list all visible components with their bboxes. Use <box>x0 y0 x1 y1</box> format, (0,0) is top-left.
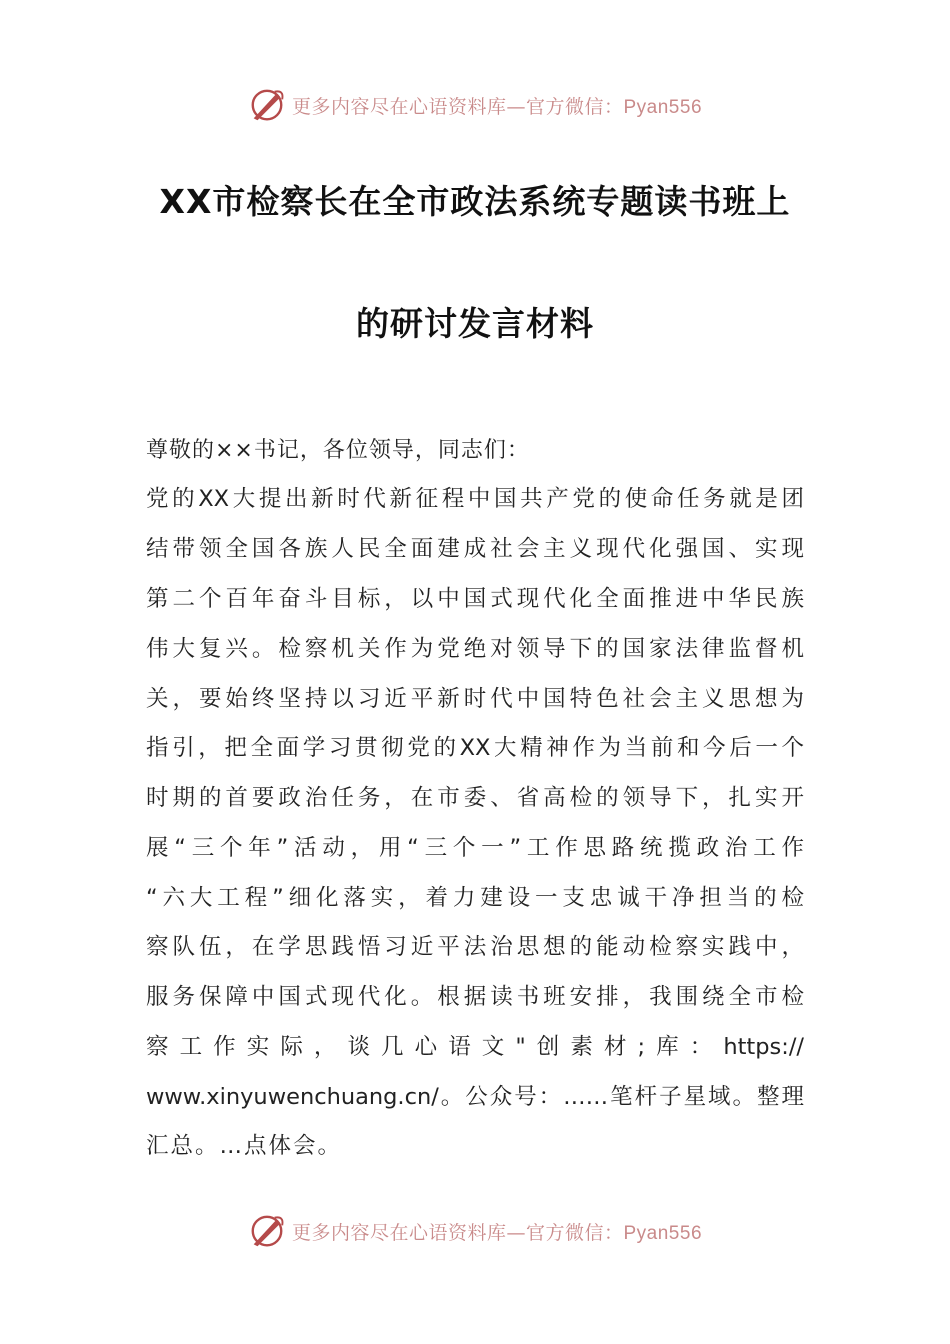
body-line: 察工作实际，谈几心语文"创素材;库：https:// <box>146 1034 804 1060</box>
salutation: 尊敬的××书记，各位领导，同志们： <box>146 438 530 463</box>
body-line: www.xinyuwenchuang.cn/。公众号：……笔杆子星域。整理 <box>146 1084 804 1110</box>
body-line: 指引，把全面学习贯彻党的XX大精神作为当前和今后一个 <box>146 735 804 761</box>
body-line: 汇总。…点体会。 <box>146 1133 343 1159</box>
body-line: 关，要始终坚持以习近平新时代中国特色社会主义思想为 <box>146 686 804 712</box>
body-line: 展“三个年”活动，用“三个一”工作思路统揽政治工作 <box>146 835 804 861</box>
body-line: 结带领全国各族人民全面建成社会主义现代化强国、实现 <box>146 536 804 562</box>
quill-logo-icon <box>248 86 286 124</box>
header-watermark <box>0 80 950 130</box>
watermark-wechat-id: Pyan556 <box>623 1222 703 1244</box>
watermark-text: 更多内容尽在心语资料库—官方微信：Pyan556 <box>291 95 703 118</box>
body-line: 察队伍，在学思践悟习近平法治思想的能动检察实践中， <box>146 934 804 960</box>
body-line: 党的XX大提出新时代新征程中国共产党的使命任务就是团 <box>146 486 804 512</box>
quill-logo-icon <box>248 1212 286 1250</box>
body-line: 时期的首要政治任务，在市委、省高检的领导下，扎实开 <box>146 785 804 811</box>
body-line: “六大工程”细化落实，着力建设一支忠诚干净担当的检 <box>146 885 804 911</box>
watermark-text: 更多内容尽在心语资料库—官方微信：Pyan556 <box>291 1221 703 1244</box>
document-title-line-2: 的研讨发言材料 <box>356 304 594 343</box>
body-line: 第二个百年奋斗目标，以中国式现代化全面推进中华民族 <box>146 586 804 612</box>
watermark-wechat-id: Pyan556 <box>623 96 703 118</box>
footer-watermark <box>0 1206 950 1256</box>
body-line: 服务保障中国式现代化。根据读书班安排，我围绕全市检 <box>146 984 804 1010</box>
body-line: 伟大复兴。检察机关作为党绝对领导下的国家法律监督机 <box>146 636 804 662</box>
document-title-line-1: XX市检察长在全市政法系统专题读书班上 <box>159 182 791 221</box>
